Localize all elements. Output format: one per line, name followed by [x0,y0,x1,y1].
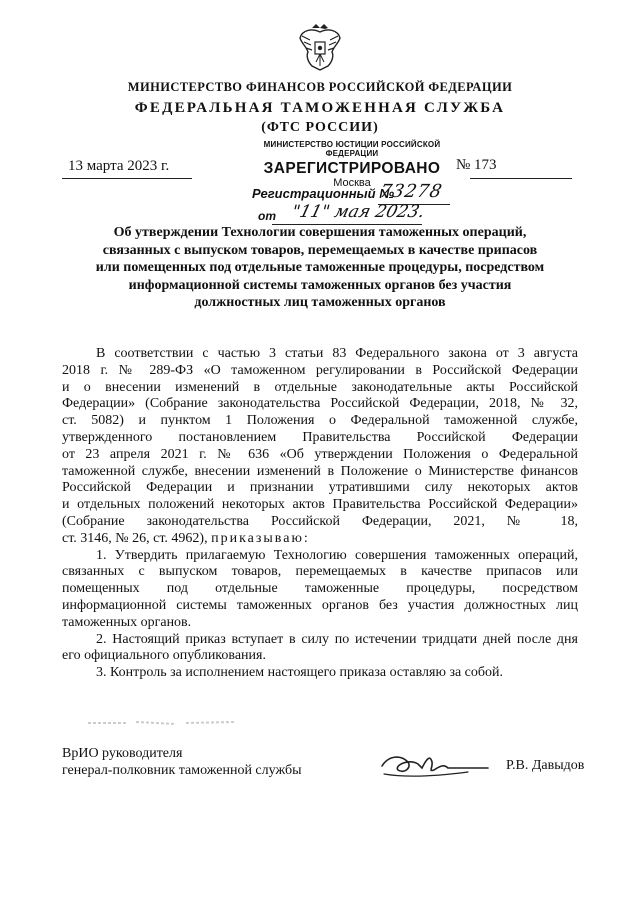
body-line: таможенной службе, внесении изменений в Положение о Министерстве финансов [62,463,578,479]
body-line: от 23 апреля 2021 г. № 636 «Об утверждении Положения о Федеральной [62,446,578,462]
body-line: 2018 г. № 289-ФЗ «О таможенном регулировании в Российской Федерации [62,362,578,378]
body-line: В соответствии с частью 3 статьи 83 Федерального закона от 3 августа [96,346,578,361]
body-line: связанных с выпуском товаров, перемещаемых в качестве припасов или [62,564,578,580]
service-abbreviation: (ФТС РОССИИ) [261,120,379,135]
body-line: (Собрание законодательства Российской Федерации, 2021, № 18, [62,513,578,529]
title-line: связанных с выпуском товаров, перемещаемых в качестве припасов [102,242,538,258]
body-line [62,531,578,548]
stamp-date-value: "11" мая 2023. [289,202,427,222]
body-line: таможенных органов. [62,614,192,630]
signatory-name: Р.В. Давыдов [506,758,585,773]
signatory-role [62,745,301,779]
body-line: его официального опубликования. [62,648,266,664]
body-line: ст. 5082) и пунктом 1 Положения о Федеральной таможенной службе, [62,413,578,429]
stamp-city: Москва [333,177,371,189]
body-line: Российской Федерации и признании утратившими силу некоторых актов [62,480,578,496]
body-line: 1. Утвердить прилагаемую Технологию совершения таможенных операций, [96,547,578,563]
registration-stamp [248,118,456,226]
body-line: и отдельных положений некоторых актов Правительства Российской Федерации» [62,497,578,513]
handwritten-signature [378,748,490,782]
coat-of-arms-emblem [298,22,342,74]
stamp-ministry: МИНИСТЕРСТВО ЮСТИЦИИ РОССИЙСКОЙ ФЕДЕРАЦИИ [263,140,441,158]
document-body [62,346,578,682]
body-line: 3. Контроль за исполнением настоящего приказа оставляю за собой. [96,665,504,681]
stamp-reg-label: Регистрационный № [252,186,395,201]
order-date: 13 марта 2023 г. [68,158,170,174]
title-line: или помещенных под отдельные таможенные процедуры, посредством [95,260,545,275]
body-line: информационной системы таможенных органов без участия должностных лиц [62,597,578,613]
body-line: Федерации» (Собрание законодательства Российской Федерации, 2018, № 32, [62,396,578,412]
order-number: № 173 [456,157,497,173]
body-line: и о внесении изменений в отдельные законодательные акты Российской [62,379,578,395]
ministry-name: МИНИСТЕРСТВО ФИНАНСОВ РОССИЙСКОЙ ФЕДЕРАЦИИ [127,80,513,94]
body-line: 2. Настоящий приказ вступает в силу по истечении тридцати дней после дня [96,631,578,647]
body-line: утвержденного постановлением Правительства Российской Федерации [62,429,578,445]
stamp-date-label: от [258,209,276,223]
stamp-registered: ЗАРЕГИСТРИРОВАНО [263,160,441,177]
number-underline [470,178,572,179]
document-title [60,224,580,312]
body-line: помещенных под отдельные таможенные процедуры, посредством [62,581,578,597]
title-line: информационной системы таможенных органов без участия [128,277,512,293]
faint-smudge [86,718,236,728]
date-underline [62,178,192,179]
role-line: генерал-полковник таможенной службы [62,763,302,778]
title-line: должностных лиц таможенных органов [194,295,446,310]
title-line: Об утверждении Технологии совершения таможенных операций, [113,225,527,240]
role-line: ВрИО руководителя [62,746,183,761]
order-directive: приказываю: [211,530,310,546]
service-name: ФЕДЕРАЛЬНАЯ ТАМОЖЕННАЯ СЛУЖБА [134,100,506,116]
stamp-reg-number: 73278 [377,181,445,202]
citation-end: ст. 3146, № 26, ст. 4962), [62,530,208,546]
